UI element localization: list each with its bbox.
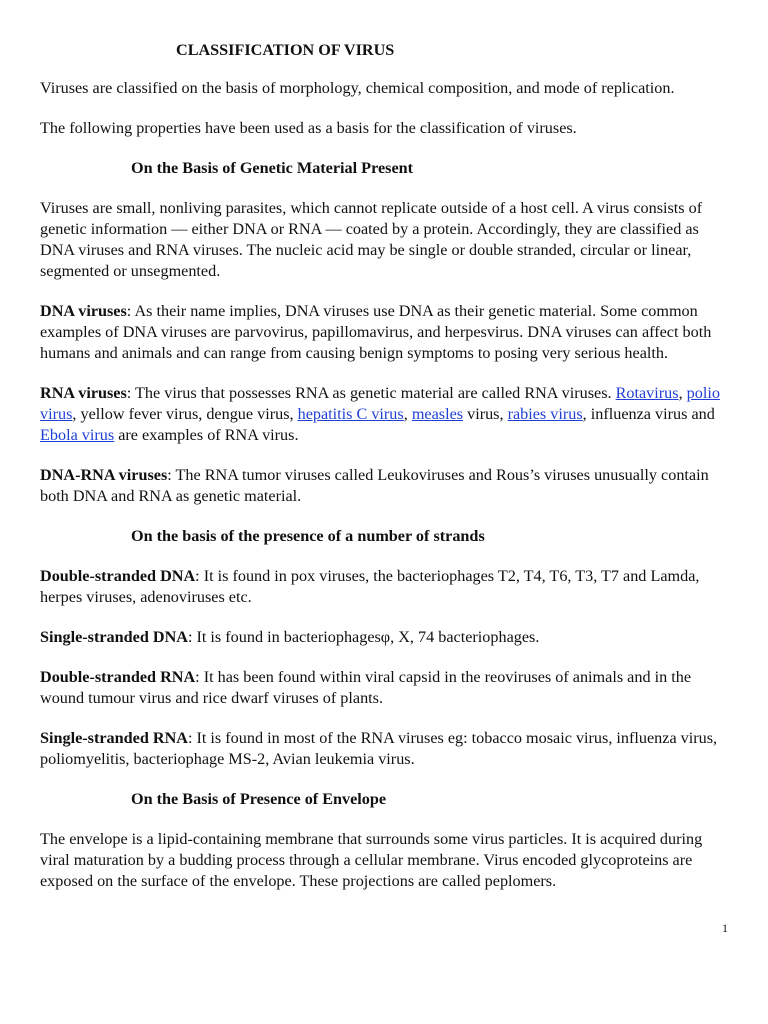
hepatitis-c-virus-link[interactable]: hepatitis C virus — [297, 405, 404, 423]
rna-viruses-paragraph — [40, 383, 732, 446]
section-heading-strands: On the basis of the presence of a number of strands — [131, 527, 485, 545]
document-title: CLASSIFICATION OF VIRUS — [176, 41, 395, 59]
ss-rna-term: Single-stranded RNA — [40, 729, 188, 747]
rna-viruses-text-1: : The virus that possesses RNA as genetic material are called RNA viruses. — [126, 384, 616, 402]
document-body — [40, 40, 732, 911]
ds-dna-text: : It is found in pox viruses, the bacteriophages T2, T4, T6, T3, T7 and Lamda, herpes viruses, adenoviruses etc. — [40, 567, 700, 606]
rna-separator-2: , — [403, 405, 412, 423]
rotavirus-link[interactable]: Rotavirus — [615, 384, 679, 402]
genetic-material-paragraph: Viruses are small, nonliving parasites, which cannot replicate outside of a host cell. A virus consists of genetic information — either DNA or RNA — coated by a protein. Accordingly, they are classified as DNA viruses and RNA viruses. The nucleic acid may be single or double stranded, circular or linear, segmented or unsegmented. — [40, 199, 703, 280]
rna-viruses-text-4: , influenza virus and — [582, 405, 715, 423]
dna-viruses-term: DNA viruses — [40, 302, 127, 320]
ds-dna-term: Double-stranded DNA — [40, 567, 196, 585]
ss-dna-paragraph — [40, 627, 732, 648]
measles-link[interactable]: measles — [411, 405, 464, 423]
rna-separator-1: , — [678, 384, 687, 402]
page-number: 1 — [722, 921, 728, 935]
ss-rna-text: : It is found in most of the RNA viruses eg: tobacco mosaic virus, influenza virus, poliomyelitis, bacteriophage MS-2, Avian leukemia virus. — [40, 729, 718, 768]
dna-rna-viruses-term: DNA-RNA viruses — [40, 466, 168, 484]
dna-viruses-paragraph — [40, 301, 732, 364]
rna-viruses-text-3: virus, — [463, 405, 508, 423]
polio-virus-link[interactable]: polio virus — [40, 384, 720, 423]
dna-rna-viruses-text: : The RNA tumor viruses called Leukoviruses and Rous’s viruses unusually contain both DNA and RNA as genetic material. — [40, 466, 709, 505]
envelope-paragraph: The envelope is a lipid-containing membrane that surrounds some virus particles. It is acquired during viral maturation by a budding process through a cellular membrane. Virus encoded glycoproteins are exposed on the surface of the envelope. These projections are called peplomers. — [40, 830, 703, 890]
rabies-virus-link[interactable]: rabies virus — [507, 405, 583, 423]
ds-rna-term: Double-stranded RNA — [40, 668, 196, 686]
ebola-virus-link[interactable]: Ebola virus — [40, 426, 115, 444]
intro-paragraph-2: The following properties have been used as a basis for the classification of viruses. — [40, 119, 577, 137]
rna-viruses-term: RNA viruses — [40, 384, 127, 402]
section-heading-envelope: On the Basis of Presence of Envelope — [131, 790, 387, 808]
rna-viruses-text-2: , yellow fever virus, dengue virus, — [72, 405, 298, 423]
ss-dna-term: Single-stranded DNA — [40, 628, 188, 646]
dna-rna-viruses-paragraph — [40, 465, 732, 507]
rna-viruses-text-5: are examples of RNA virus. — [114, 426, 299, 444]
ss-rna-paragraph — [40, 728, 732, 770]
section-heading-genetic-material: On the Basis of Genetic Material Present — [131, 159, 414, 177]
ds-rna-paragraph — [40, 667, 732, 709]
ds-rna-text: : It has been found within viral capsid in the reoviruses of animals and in the wound tumour virus and rice dwarf viruses of plants. — [40, 668, 692, 707]
intro-paragraph-1: Viruses are classified on the basis of morphology, chemical composition, and mode of replication. — [40, 79, 675, 97]
dna-viruses-text: : As their name implies, DNA viruses use DNA as their genetic material. Some common examples of DNA viruses are parvovirus, papillomavirus, and herpesvirus. DNA viruses can affect both humans and animals and can range from causing benign symptoms to posing very serious health. — [40, 302, 712, 362]
ds-dna-paragraph — [40, 566, 732, 608]
ss-dna-text: : It is found in bacteriophagesφ, X, 74 bacteriophages. — [187, 628, 540, 646]
